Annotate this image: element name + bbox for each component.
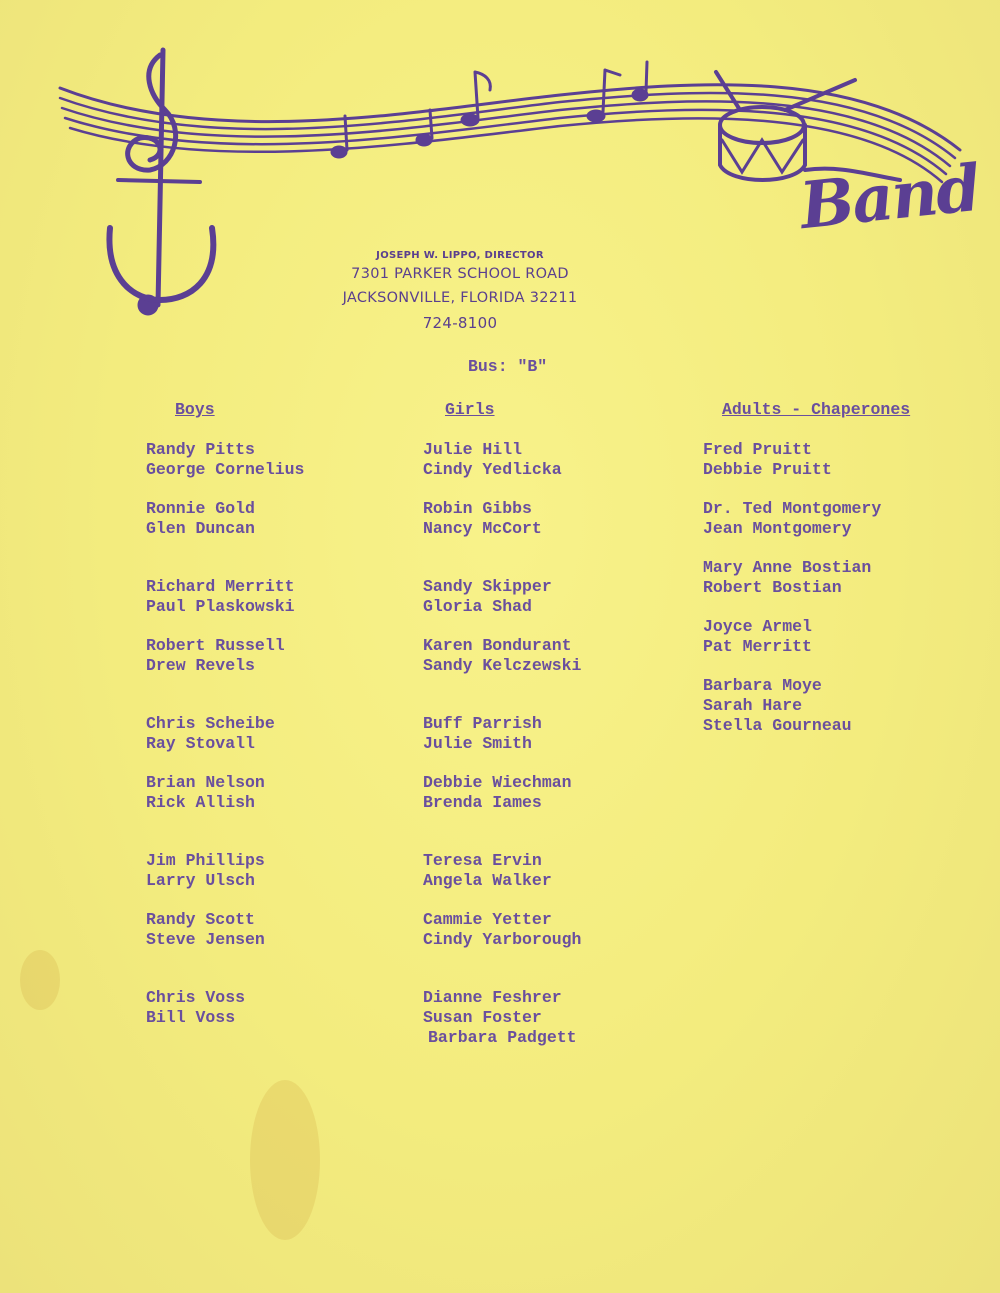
girl-name: Angela Walker: [423, 871, 552, 890]
boy-name: Ronnie Gold: [146, 499, 255, 518]
girls-heading: Girls: [445, 400, 495, 419]
boy-name: Randy Pitts: [146, 440, 255, 459]
boy-name: Drew Revels: [146, 656, 255, 675]
bus-label: Bus: "B": [468, 357, 548, 376]
list-item: [423, 499, 542, 539]
list-item: [146, 636, 285, 676]
list-item: [146, 773, 265, 813]
list-item: [703, 440, 832, 480]
list-item: [423, 440, 562, 480]
girl-name: Gloria Shad: [423, 597, 532, 616]
band-logo-word: Band: [796, 150, 983, 245]
boy-name: Randy Scott: [146, 910, 255, 929]
adult-name: Barbara Moye: [703, 676, 822, 695]
list-item: [703, 617, 812, 657]
adult-name: Robert Bostian: [703, 578, 842, 597]
girl-name: Barbara Padgett: [428, 1028, 577, 1047]
list-item: [146, 910, 265, 950]
girl-name: Robin Gibbs: [423, 499, 532, 518]
adult-name: Debbie Pruitt: [703, 460, 832, 479]
adults-heading: Adults - Chaperones: [722, 400, 911, 419]
list-item: [146, 440, 304, 480]
girl-name: Cindy Yarborough: [423, 930, 582, 949]
list-item: [146, 499, 255, 539]
street-address: 7301 PARKER SCHOOL ROAD: [351, 266, 569, 282]
girl-name: Karen Bondurant: [423, 636, 572, 655]
list-item: [423, 636, 581, 676]
girl-name: Julie Hill: [423, 440, 523, 459]
list-item: [703, 676, 852, 736]
adult-name: Fred Pruitt: [703, 440, 812, 459]
boy-name: Chris Scheibe: [146, 714, 275, 733]
boy-name: George Cornelius: [146, 460, 305, 479]
paper-stain: [250, 1080, 320, 1240]
list-item: [146, 577, 295, 617]
boy-name: Steve Jensen: [146, 930, 265, 949]
adult-name: Dr. Ted Montgomery: [703, 499, 882, 518]
adult-name: Joyce Armel: [703, 617, 812, 636]
phone-number: 724-8100: [422, 314, 498, 332]
girl-name: Dianne Feshrer: [423, 988, 562, 1007]
boy-name: Jim Phillips: [146, 851, 265, 870]
adult-name: Stella Gourneau: [703, 716, 852, 735]
boy-name: Bill Voss: [146, 1008, 236, 1027]
list-item: [423, 714, 542, 754]
adult-name: Mary Anne Bostian: [703, 558, 872, 577]
list-item: [703, 499, 881, 539]
girl-name: Julie Smith: [423, 734, 532, 753]
director-name: JOSEPH W. LIPPO, DIRECTOR: [376, 250, 544, 261]
list-item: [146, 988, 245, 1028]
boy-name: Richard Merritt: [146, 577, 295, 596]
girl-name: Cindy Yedlicka: [423, 460, 562, 479]
girl-name: Nancy McCort: [423, 519, 542, 538]
adult-name: Jean Montgomery: [703, 519, 852, 538]
list-item: [146, 714, 275, 754]
boys-heading: Boys: [175, 400, 215, 419]
girl-name: Sandy Skipper: [423, 577, 552, 596]
adult-name: Pat Merritt: [703, 637, 812, 656]
list-item: [423, 577, 552, 617]
girl-name: Buff Parrish: [423, 714, 542, 733]
boy-name: Chris Voss: [146, 988, 246, 1007]
girl-name: Debbie Wiechman: [423, 773, 572, 792]
boy-name: Robert Russell: [146, 636, 285, 655]
adult-name: Sarah Hare: [703, 696, 803, 715]
girl-name: Susan Foster: [423, 1008, 542, 1027]
list-item: [423, 851, 552, 891]
list-item: [423, 910, 581, 950]
girl-name: Brenda Iames: [423, 793, 542, 812]
girl-name: Cammie Yetter: [423, 910, 552, 929]
boy-name: Glen Duncan: [146, 519, 255, 538]
paper-stain: [20, 950, 60, 1010]
girl-name: Sandy Kelczewski: [423, 656, 582, 675]
city-address: JACKSONVILLE, FLORIDA 32211: [342, 290, 578, 306]
list-item: [703, 558, 871, 598]
boy-name: Paul Plaskowski: [146, 597, 295, 616]
list-item: [423, 988, 577, 1048]
boy-name: Ray Stovall: [146, 734, 255, 753]
list-item: [423, 773, 572, 813]
list-item: [146, 851, 265, 891]
boy-name: Brian Nelson: [146, 773, 265, 792]
boy-name: Larry Ulsch: [146, 871, 255, 890]
girl-name: Teresa Ervin: [423, 851, 542, 870]
boy-name: Rick Allish: [146, 793, 255, 812]
